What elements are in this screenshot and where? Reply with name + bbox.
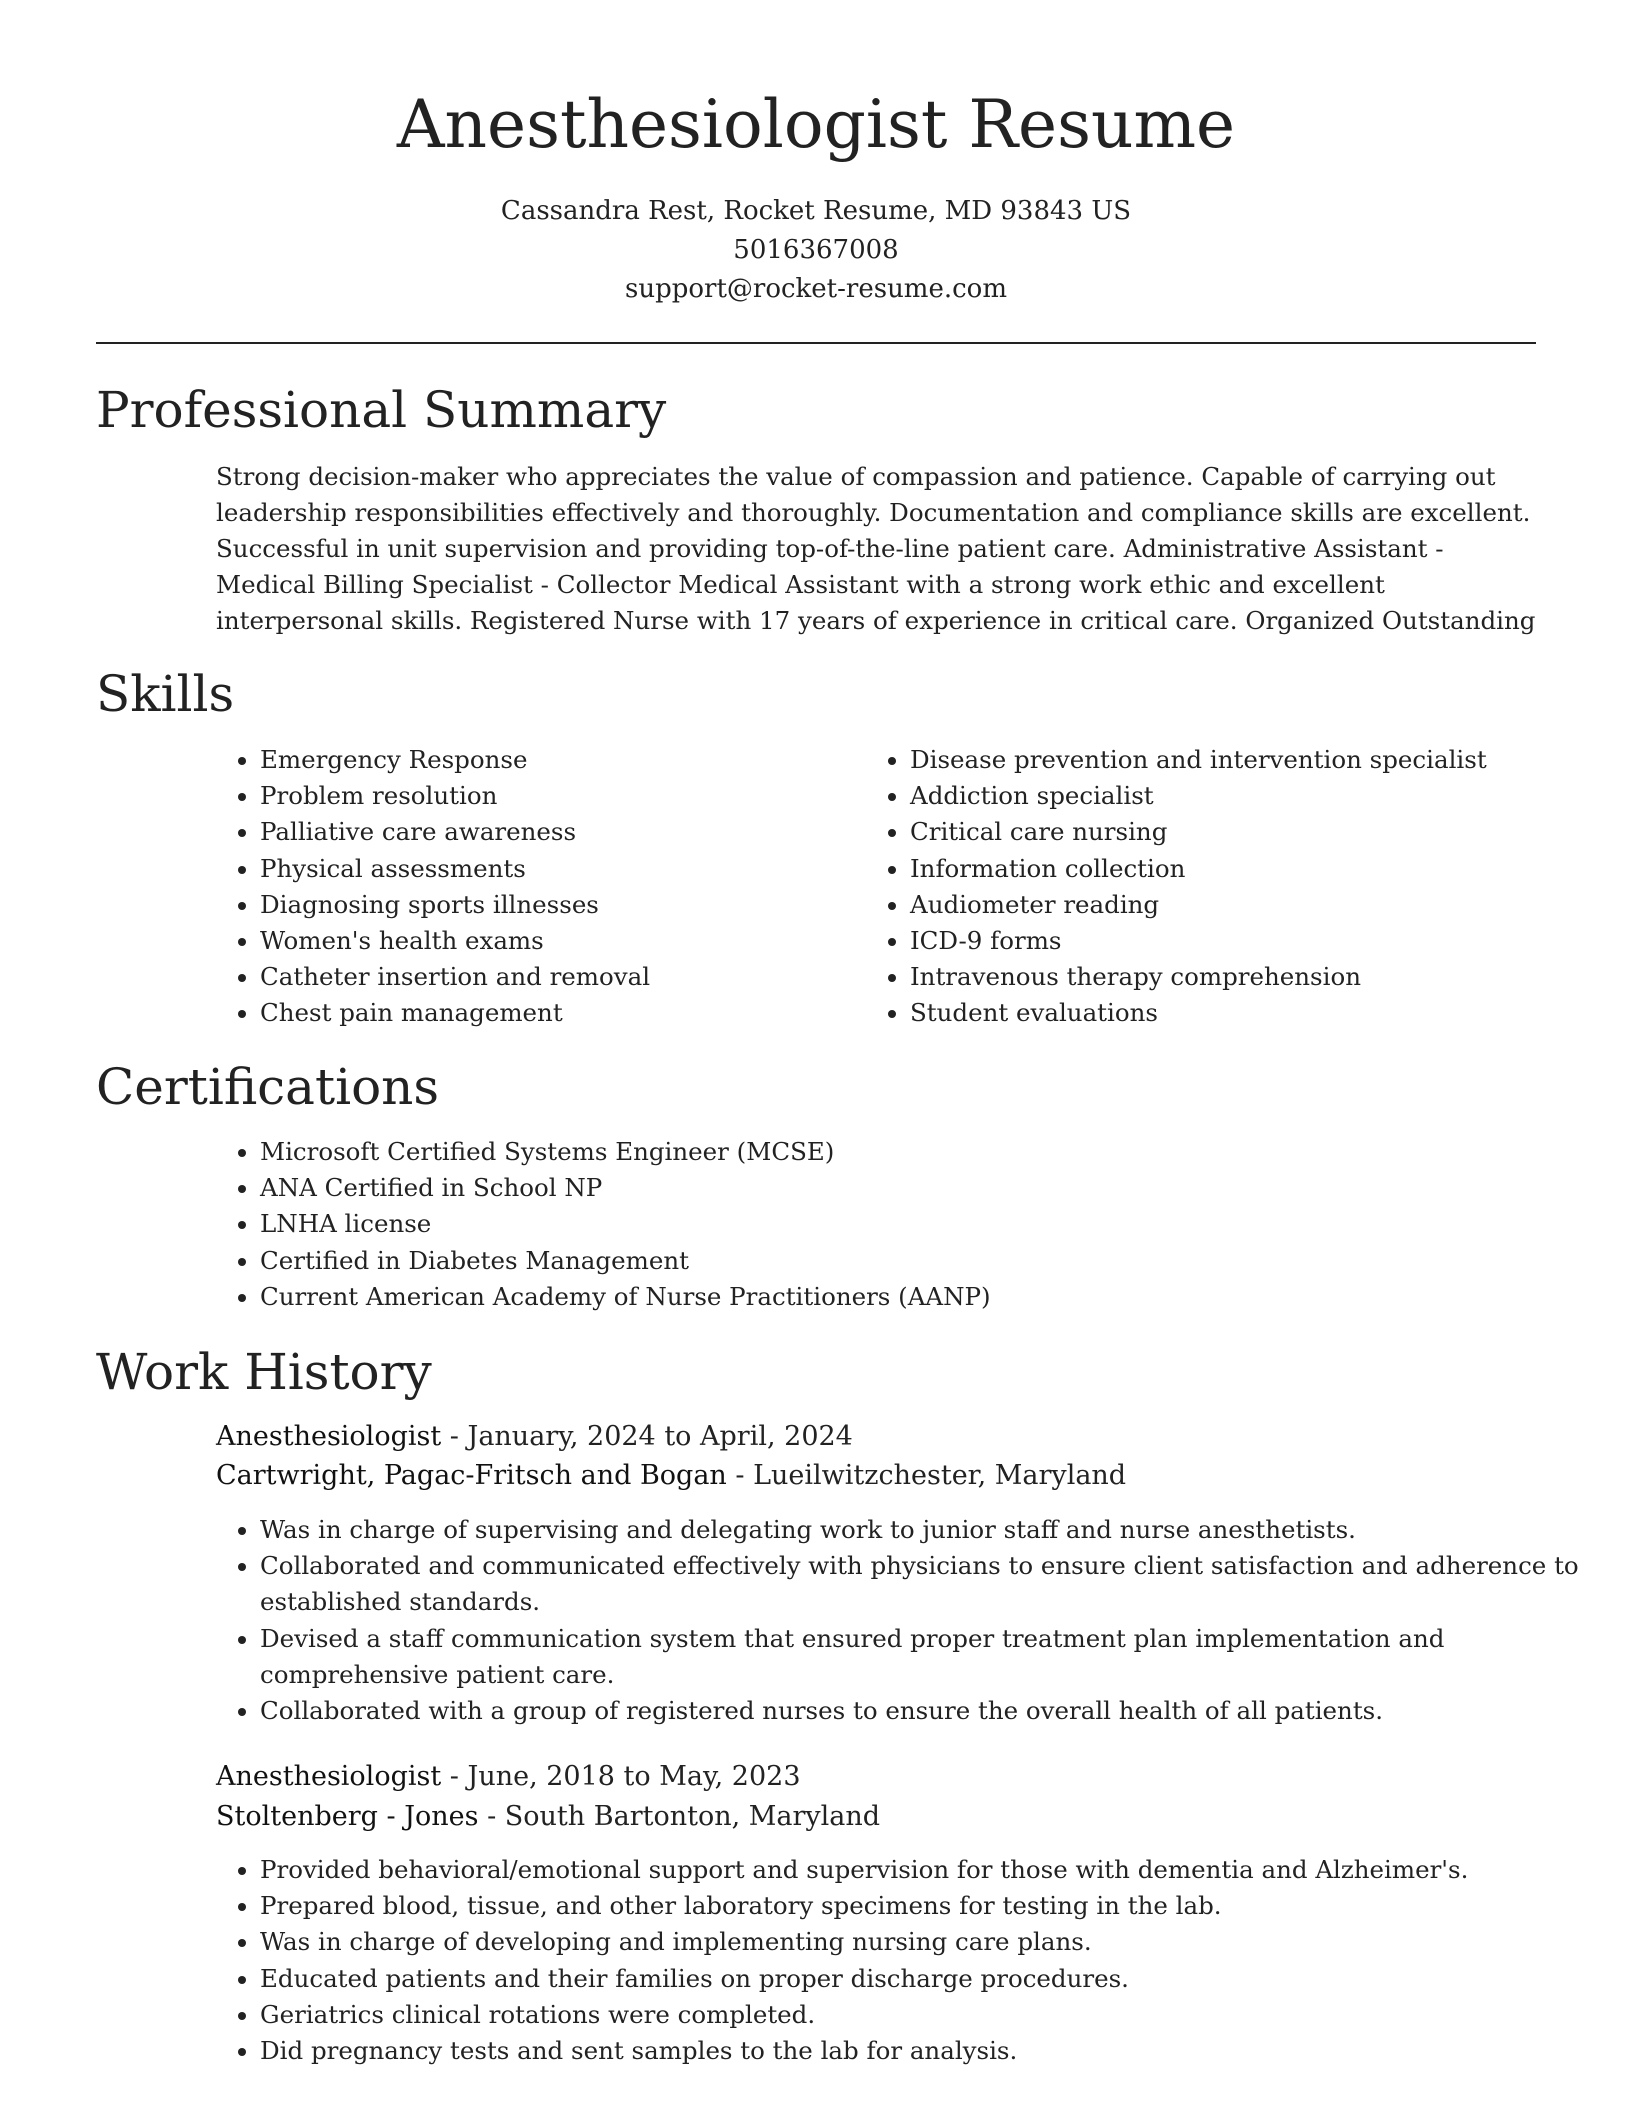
job-title-line xyxy=(216,1417,853,1457)
list-item: • Certified in Diabetes Management xyxy=(260,1243,1580,1279)
skills-list-left xyxy=(216,742,880,1032)
job-company: Stoltenberg - Jones xyxy=(216,1801,479,1832)
job-responsibilities xyxy=(216,1512,1580,1729)
header-divider xyxy=(96,342,1536,344)
job-dates: - January, 2024 to April, 2024 xyxy=(441,1421,853,1452)
job-location: - South Bartonton, Maryland xyxy=(478,1801,881,1832)
list-item: • Chest pain management xyxy=(260,995,880,1031)
list-item: • Catheter insertion and removal xyxy=(260,959,880,995)
list-item: • Prepared blood, tissue, and other laboratory specimens for testing in the lab. xyxy=(260,1888,1580,1924)
list-item: • Women's health exams xyxy=(260,923,880,959)
list-item: • Addiction specialist xyxy=(910,778,1580,814)
list-item: • Student evaluations xyxy=(910,995,1580,1031)
job-dates: - June, 2018 to May, 2023 xyxy=(441,1761,801,1792)
list-item: • Was in charge of supervising and delegating work to junior staff and nurse anesthetists. xyxy=(260,1512,1580,1548)
list-item: • Microsoft Certified Systems Engineer (MCSE) xyxy=(260,1134,1580,1170)
list-item: • Disease prevention and intervention specialist xyxy=(910,742,1580,778)
skills-heading: Skills xyxy=(96,665,235,723)
list-item: • Palliative care awareness xyxy=(260,814,880,850)
list-item: • Educated patients and their families on proper discharge procedures. xyxy=(260,1961,1580,1997)
list-item: • Collaborated and communicated effectively with physicians to ensure client satisfaction and adherence to established standards. xyxy=(260,1548,1580,1620)
summary-heading: Professional Summary xyxy=(96,381,667,439)
contact-info xyxy=(0,192,1632,309)
contact-phone: 5016367008 xyxy=(733,235,899,265)
list-item: • Audiometer reading xyxy=(910,887,1580,923)
contact-email: support@rocket-resume.com xyxy=(624,274,1007,304)
job-role: Anesthesiologist xyxy=(216,1421,442,1452)
list-item: • Critical care nursing xyxy=(910,814,1580,850)
list-item: • Geriatrics clinical rotations were completed. xyxy=(260,1997,1580,2033)
list-item: • Diagnosing sports illnesses xyxy=(260,887,880,923)
skills-list-right xyxy=(866,742,1580,1032)
list-item: • ANA Certified in School NP xyxy=(260,1170,1580,1206)
resume-title: Anesthesiologist Resume xyxy=(396,86,1236,163)
contact-address: Cassandra Rest, Rocket Resume, MD 93843 US xyxy=(500,196,1132,226)
list-item: • Information collection xyxy=(910,851,1580,887)
list-item: • Devised a staff communication system that ensured proper treatment plan implementation and comprehensive patient care. xyxy=(260,1621,1580,1693)
certifications-heading: Certifications xyxy=(96,1058,440,1116)
job-responsibilities xyxy=(216,1852,1580,2069)
work-history-heading: Work History xyxy=(96,1343,432,1401)
list-item: • Problem resolution xyxy=(260,778,880,814)
job-location: - Lueilwitzchester, Maryland xyxy=(726,1460,1127,1491)
list-item: • Collaborated with a group of registered nurses to ensure the overall health of all patients. xyxy=(260,1693,1580,1729)
list-item: • Intravenous therapy comprehension xyxy=(910,959,1580,995)
list-item: • LNHA license xyxy=(260,1206,1580,1242)
summary-text: Strong decision-maker who appreciates the value of compassion and patience. Capable of carrying out leadership responsibilities effectively and thoroughly. Documentation and compliance skills are excellent. Successful in unit supervision and providing top-of-the-line patient care. Administrative Assistant - Medical Billing Specialist - Collector Medical Assistant with a strong work ethic and excellent interpersonal skills. Registered Nurse with 17 years of experience in critical care. Organized Outstanding xyxy=(216,462,1536,635)
job-company-line xyxy=(216,1797,880,1837)
certifications-list xyxy=(216,1134,1580,1315)
job-company-line xyxy=(216,1456,1126,1496)
list-item: • Emergency Response xyxy=(260,742,880,778)
job-title-line xyxy=(216,1757,801,1797)
list-item: • Current American Academy of Nurse Practitioners (AANP) xyxy=(260,1279,1580,1315)
list-item: • Was in charge of developing and implementing nursing care plans. xyxy=(260,1924,1580,1960)
job-role: Anesthesiologist xyxy=(216,1761,442,1792)
list-item: • Provided behavioral/emotional support and supervision for those with dementia and Alzheimer's. xyxy=(260,1852,1580,1888)
list-item: • Did pregnancy tests and sent samples to the lab for analysis. xyxy=(260,2033,1580,2069)
job-company: Cartwright, Pagac-Fritsch and Bogan xyxy=(216,1460,727,1491)
list-item: • ICD-9 forms xyxy=(910,923,1580,959)
list-item: • Physical assessments xyxy=(260,851,880,887)
